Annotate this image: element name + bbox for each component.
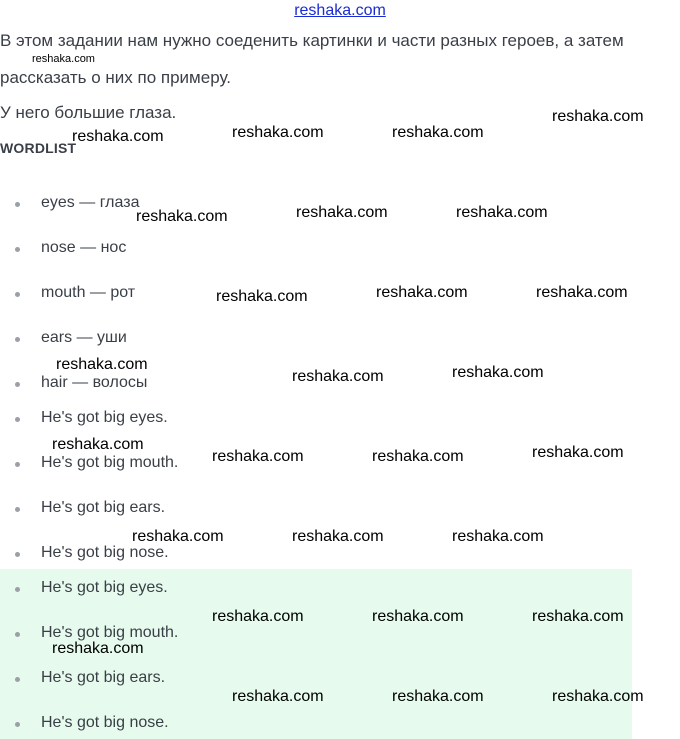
intro-line-1: В этом задании нам нужно соеденить картинки и части разных героев, а затем (0, 31, 624, 50)
list-item-text: hair — волосы (41, 374, 148, 391)
site-link[interactable]: reshaka.com (294, 2, 386, 19)
watermark: reshaka.com (292, 528, 384, 545)
list-item-text: He's got big ears. (41, 499, 166, 516)
bullet-icon (15, 507, 20, 512)
watermark: reshaka.com (456, 204, 548, 221)
watermark: reshaka.com (452, 528, 544, 545)
watermark: reshaka.com (372, 448, 464, 465)
bullet-icon (15, 382, 20, 387)
list-item-text: ears — уши (41, 329, 127, 346)
bullet-icon (15, 677, 20, 682)
watermark: reshaka.com (212, 448, 304, 465)
watermark: reshaka.com (292, 368, 384, 385)
watermark: reshaka.com (72, 128, 164, 145)
list-item-text: nose — нос (41, 239, 127, 256)
bullet-icon (15, 587, 20, 592)
watermark: reshaka.com (532, 608, 624, 625)
intro-line-2: рассказать о них по примеру. (0, 68, 231, 87)
wordlist-heading: WORDLIST (0, 140, 77, 156)
bullet-icon (15, 417, 20, 422)
watermark: reshaka.com (132, 528, 224, 545)
watermark: reshaka.com (376, 284, 468, 301)
bullet-icon (15, 292, 20, 297)
list-item-text: He's got big eyes. (41, 409, 168, 426)
watermark: reshaka.com (392, 688, 484, 705)
watermark: reshaka.com (216, 288, 308, 305)
watermark: reshaka.com (56, 356, 148, 373)
bullet-icon (15, 247, 20, 252)
watermark: reshaka.com (212, 608, 304, 625)
list-item-text: mouth — рот (41, 284, 136, 301)
watermark: reshaka.com (136, 208, 228, 225)
watermark: reshaka.com (232, 688, 324, 705)
list-item-text: eyes — глаза (41, 194, 140, 211)
list-item-text: He's got big eyes. (41, 579, 168, 596)
bullet-icon (15, 202, 20, 207)
watermark: reshaka.com (536, 284, 628, 301)
list-item-text: He's got big nose. (41, 714, 169, 731)
list-item-text: He's got big mouth. (41, 624, 179, 641)
watermark: reshaka.com (372, 608, 464, 625)
watermark: reshaka.com (296, 204, 388, 221)
watermark: reshaka.com (232, 124, 324, 141)
watermark: reshaka.com (452, 364, 544, 381)
bullet-icon (15, 337, 20, 342)
watermark: reshaka.com (552, 688, 644, 705)
watermark: reshaka.com (52, 640, 144, 657)
watermark: reshaka.com (32, 53, 95, 65)
watermark: reshaka.com (552, 108, 644, 125)
list-item-text: He's got big mouth. (41, 454, 179, 471)
example-sentence: У него большие глаза. (0, 103, 177, 122)
list-item-text: He's got big ears. (41, 669, 166, 686)
watermark: reshaka.com (52, 436, 144, 453)
watermark: reshaka.com (392, 124, 484, 141)
bullet-icon (15, 722, 20, 727)
bullet-icon (15, 632, 20, 637)
bullet-icon (15, 462, 20, 467)
list-item-text: He's got big nose. (41, 544, 169, 561)
bullet-icon (15, 552, 20, 557)
watermark: reshaka.com (532, 444, 624, 461)
